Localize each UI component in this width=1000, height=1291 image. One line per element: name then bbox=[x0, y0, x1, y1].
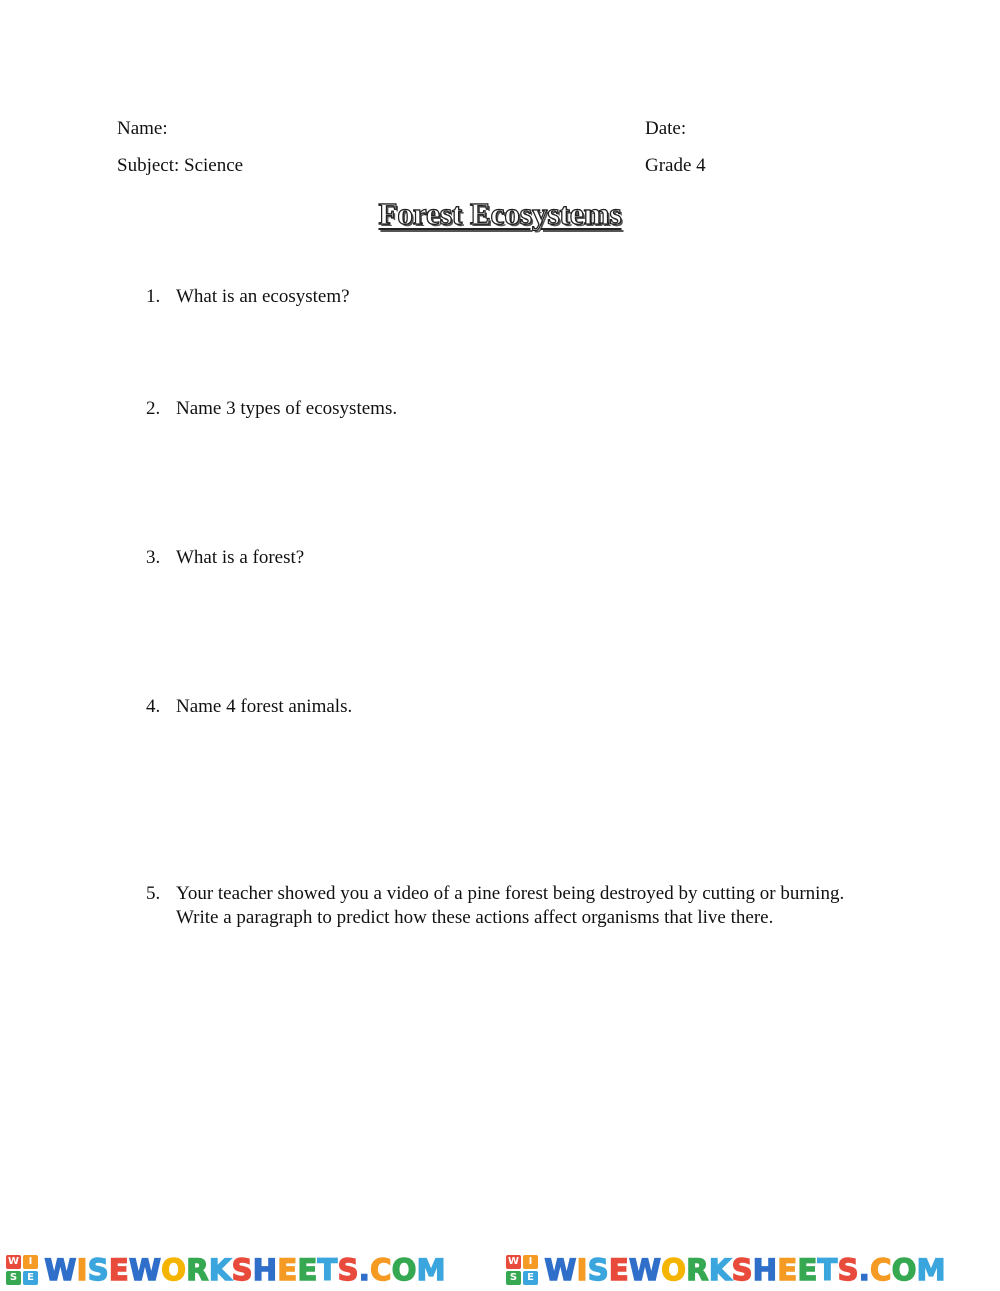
logo-letter: W bbox=[507, 1256, 520, 1267]
watermark-letter: S bbox=[587, 1253, 609, 1287]
watermark-letter: O bbox=[891, 1253, 916, 1287]
watermark-letter: . bbox=[858, 1253, 870, 1287]
question-number: 4. bbox=[146, 696, 161, 717]
wise-logo-icon bbox=[6, 1255, 38, 1285]
watermark-letter: T bbox=[317, 1253, 337, 1287]
watermark-letter: I bbox=[576, 1253, 587, 1287]
watermark-letter: O bbox=[391, 1253, 416, 1287]
watermark-letter: E bbox=[608, 1253, 629, 1287]
watermark-letter: K bbox=[208, 1253, 231, 1287]
logo-letter: I bbox=[23, 1255, 38, 1269]
watermark-letter: W bbox=[629, 1253, 661, 1287]
watermark-letter: E bbox=[277, 1253, 297, 1287]
watermark-letter: H bbox=[752, 1253, 777, 1287]
question-text: What is an ecosystem? bbox=[176, 286, 350, 307]
question-text: What is a forest? bbox=[176, 547, 305, 568]
question-text: Name 4 forest animals. bbox=[176, 696, 353, 717]
watermark-letter: E bbox=[108, 1253, 129, 1287]
logo-letter: S bbox=[6, 1271, 21, 1285]
logo-letter: I bbox=[523, 1255, 538, 1269]
question-number: 1. bbox=[146, 286, 161, 307]
worksheet-title: Forest Ecosystems bbox=[378, 196, 622, 231]
watermark-letter: W bbox=[44, 1253, 76, 1287]
watermark-letter: C bbox=[370, 1253, 391, 1287]
watermark-letter: S bbox=[837, 1253, 859, 1287]
watermark-text bbox=[44, 1253, 445, 1287]
watermark-letter: S bbox=[87, 1253, 109, 1287]
question-text-line-2: Write a paragraph to predict how these actions affect organisms that live there. bbox=[176, 907, 774, 928]
watermark-letter: . bbox=[358, 1253, 370, 1287]
watermark-letter: C bbox=[870, 1253, 891, 1287]
watermark-letter: O bbox=[661, 1253, 686, 1287]
wise-logo-icon bbox=[506, 1255, 538, 1285]
question-number: 3. bbox=[146, 547, 161, 568]
logo-letter: E bbox=[523, 1271, 538, 1285]
watermark-letter: M bbox=[916, 1253, 945, 1287]
logo-letter: S bbox=[506, 1271, 521, 1285]
watermark-letter: H bbox=[252, 1253, 277, 1287]
watermark-1 bbox=[0, 1252, 500, 1288]
watermark-letter: I bbox=[76, 1253, 87, 1287]
watermark-letter: T bbox=[817, 1253, 837, 1287]
grade-label: Grade 4 bbox=[645, 155, 706, 176]
worksheet-title-wrap bbox=[0, 196, 1000, 232]
watermark-letter: S bbox=[337, 1253, 359, 1287]
watermark-letter: E bbox=[797, 1253, 817, 1287]
name-label: Name: bbox=[117, 118, 168, 139]
watermark-2 bbox=[500, 1252, 1000, 1288]
watermark-text bbox=[544, 1253, 945, 1287]
watermark-letter: W bbox=[129, 1253, 161, 1287]
watermark-letter: W bbox=[544, 1253, 576, 1287]
watermark-letter: K bbox=[708, 1253, 731, 1287]
watermark-letter: S bbox=[731, 1253, 753, 1287]
watermark-letter: R bbox=[186, 1253, 209, 1287]
watermark-letter: R bbox=[686, 1253, 709, 1287]
question-text: Name 3 types of ecosystems. bbox=[176, 398, 398, 419]
logo-letter: E bbox=[23, 1271, 38, 1285]
logo-letter: W bbox=[7, 1256, 20, 1267]
watermark-letter: M bbox=[416, 1253, 445, 1287]
watermark-letter: E bbox=[297, 1253, 317, 1287]
watermark-footer bbox=[0, 1252, 1000, 1288]
watermark-letter: E bbox=[777, 1253, 797, 1287]
watermark-letter: O bbox=[161, 1253, 186, 1287]
date-label: Date: bbox=[645, 118, 687, 139]
subject-label: Subject: Science bbox=[117, 155, 244, 176]
question-text-line-1: Your teacher showed you a video of a pine forest being destroyed by cutting or burning. bbox=[176, 883, 845, 904]
watermark-letter: S bbox=[231, 1253, 253, 1287]
question-number: 5. bbox=[146, 883, 161, 904]
question-number: 2. bbox=[146, 398, 161, 419]
